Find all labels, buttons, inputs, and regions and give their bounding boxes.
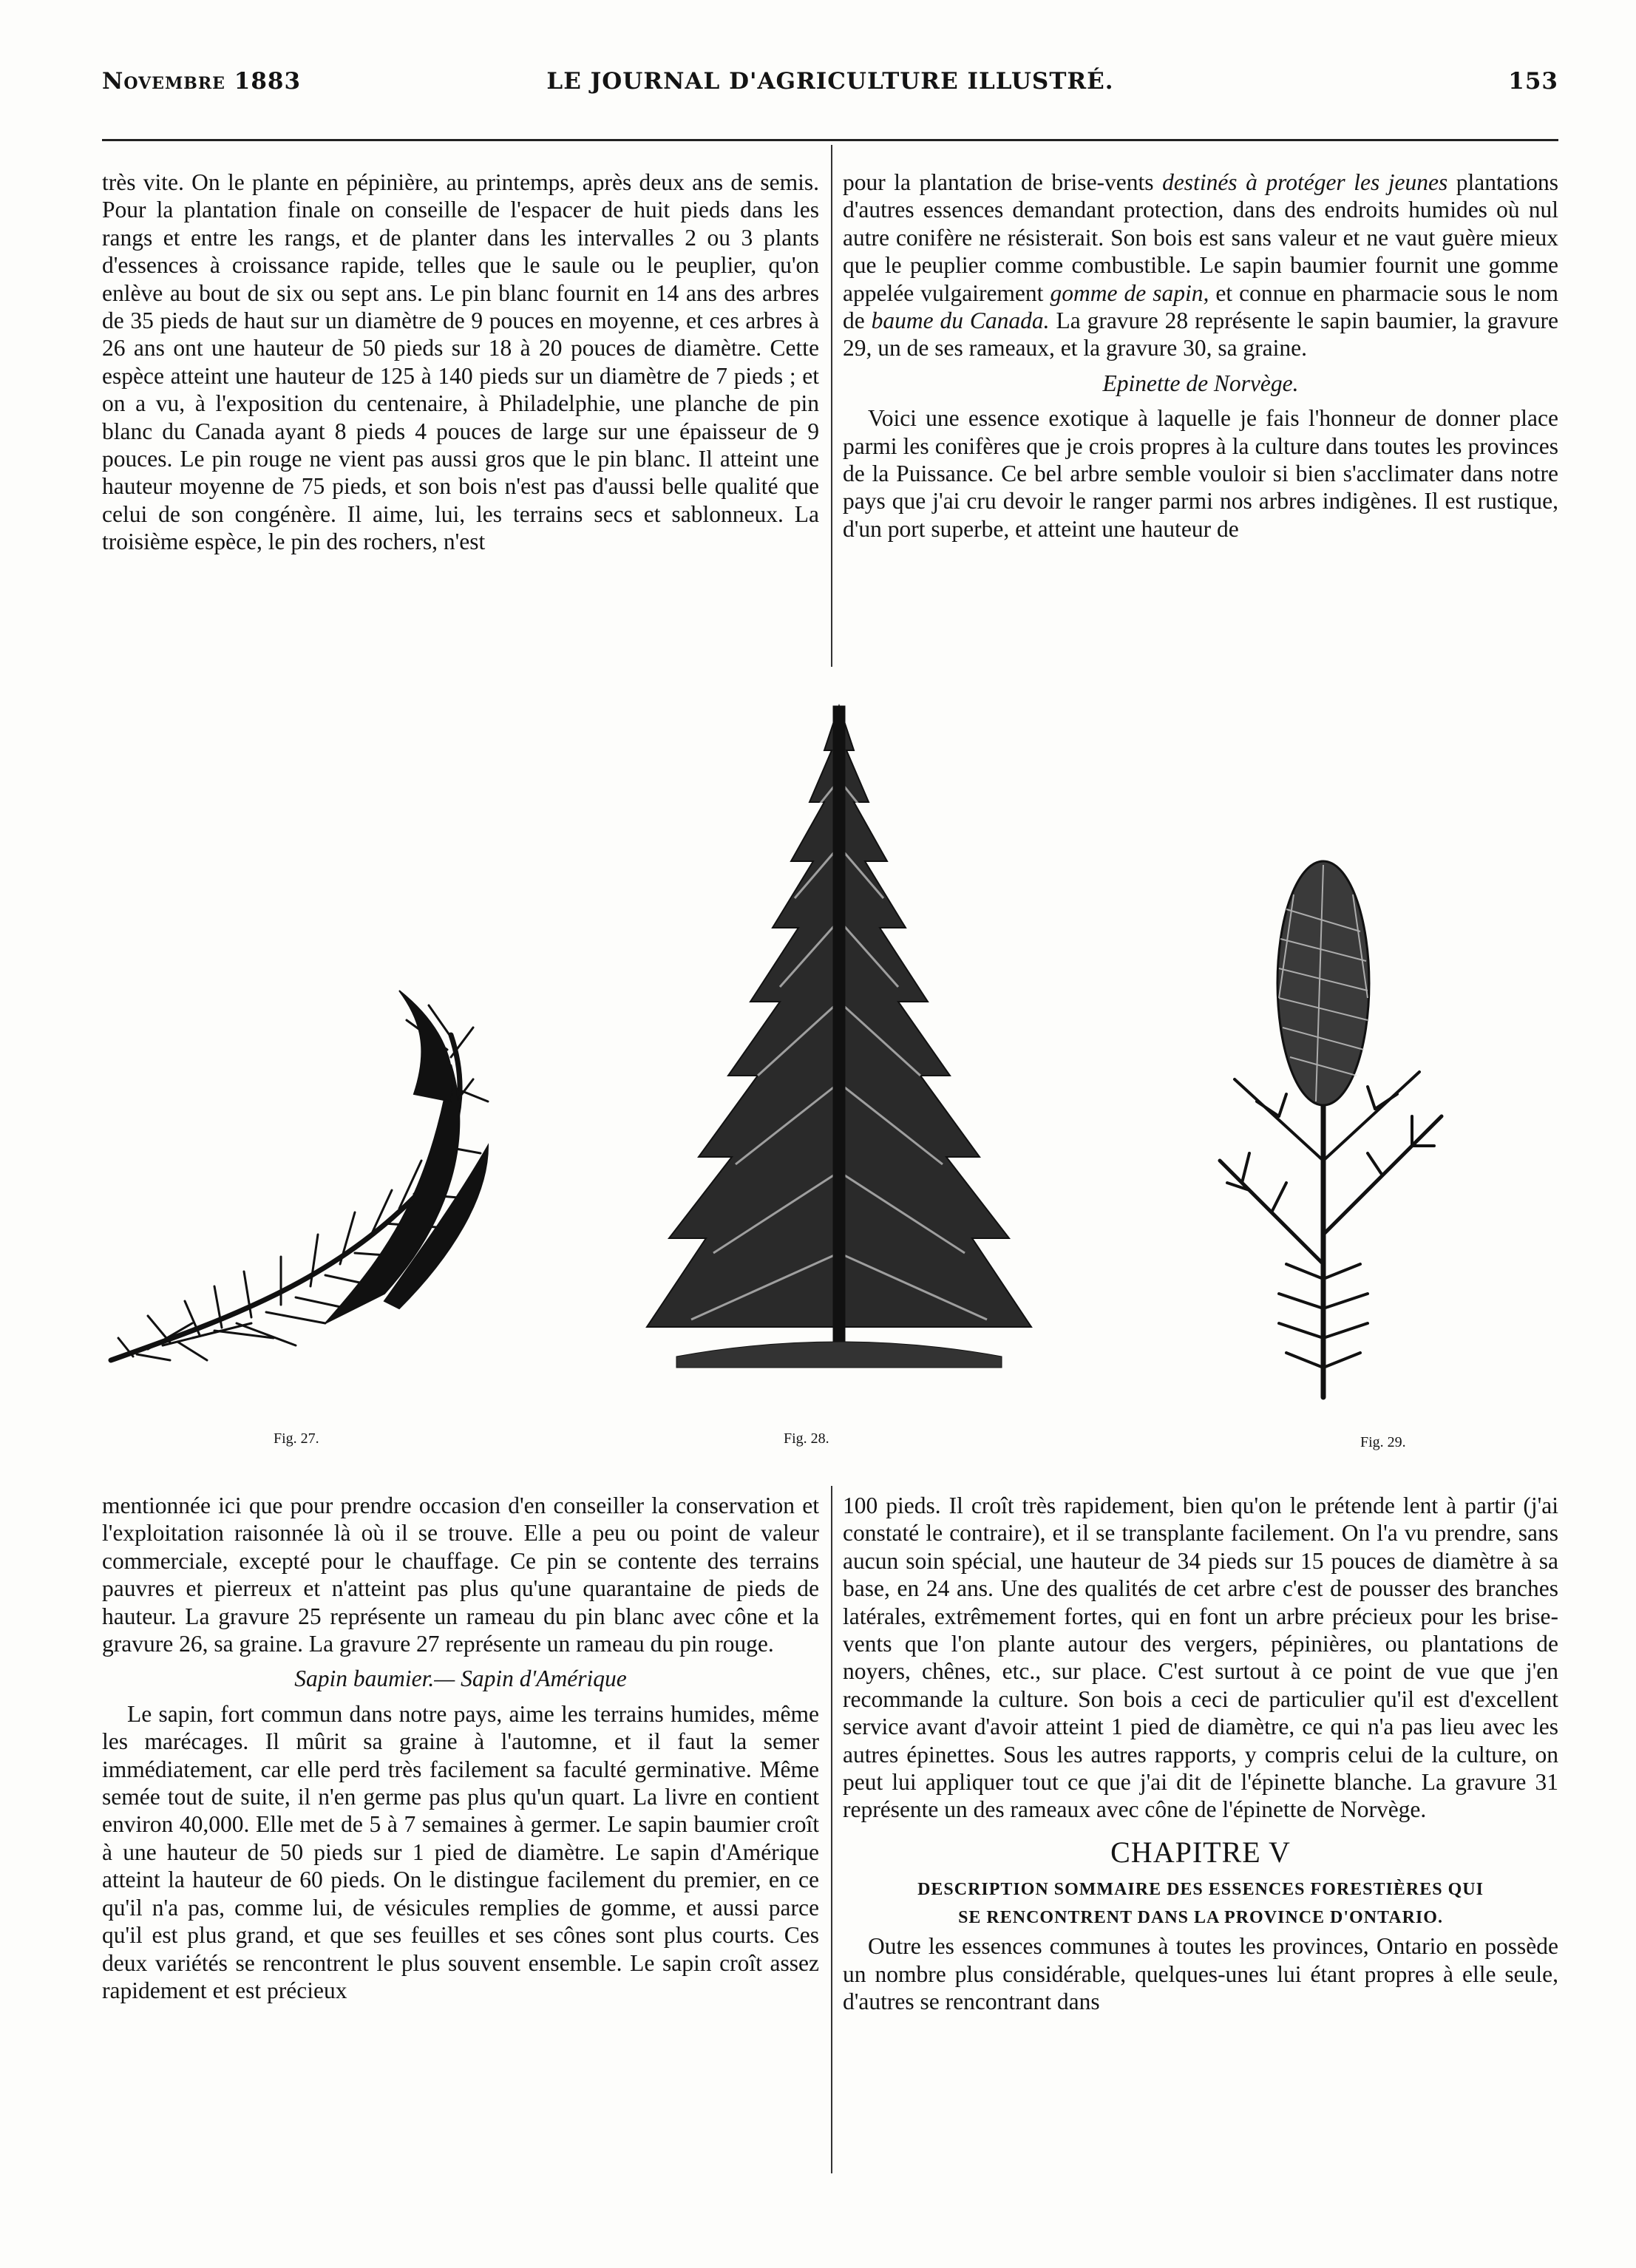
header-date: Novembre 1883 (102, 68, 302, 95)
column-divider-top (831, 145, 832, 667)
column-top-left (102, 169, 819, 556)
pine-branch-illustration (103, 976, 636, 1390)
chapter-subtitle-line-1: DESCRIPTION SOMMAIRE DES ESSENCES FORESTIÈRES QUI (917, 1880, 1484, 1900)
paragraph: Voici une essence exotique à laquelle je fais l'honneur de donner place parmi les conifères que je crois propres à la culture dans toutes les provinces de la Puissance. Ce bel arbre semble vouloir si bien s'acclimater dans notre pays que j'ai cru devoir le ranger parmi nos arbres indigènes. Il est rustique, d'un port superbe, et atteint une hauteur de (843, 405, 1558, 542)
cone-icon (1277, 861, 1369, 1105)
paragraph: Le sapin, fort commun dans notre pays, aime les terrains humides, même les marécages. Il mûrit sa graine à l'automne, et il faut la semer immédiatement, car elle perd très facilement sa faculté germinative. Même semée tout de suite, il n'en germe pas plus qu'un quart. La livre en contient environ 40,000. Elle met de 5 à 7 semaines à germer. Le sapin baumier croît à une hauteur de 50 pieds sur 1 pied de diamètre. Le sapin d'Amérique atteint la hauteur de 60 pieds. On le distingue facilement du premier, en ce qu'il n'a pas, comme lui, de vésicules remplies de gomme, et aussi parce qu'il est plus grand, et que ses feuilles et ses cônes sont plus courts. Ces deux variétés se rencontrent le plus souvent ensemble. Le sapin croît assez rapidement et est précieux (102, 1700, 819, 2003)
chapter-title: CHAPITRE V (1110, 1835, 1291, 1869)
paragraph: Outre les essences communes à toutes les provinces, Ontario en possède un nombre plus considérable, quelques-unes lui étant propres à elle seule, d'autres se rencontrant dans (843, 1933, 1558, 2015)
fir-branch-with-cone-illustration (1175, 850, 1486, 1412)
page-number: 153 (1508, 68, 1558, 95)
figure-caption: Fig. 29. (1360, 1434, 1406, 1450)
chapter-subtitle-line-2: SE RENCONTRENT DANS LA PROVINCE D'ONTARIO. (958, 1908, 1443, 1928)
paragraph: très vite. On le plante en pépinière, au printemps, après deux ans de semis. Pour la plantation finale on conseille de l'espacer de huit pieds dans les rangs et entre les rangs, et de planter dans les intervalles 2 ou 3 plants d'essences à croissance rapide, telles que le saule ou le peuplier, qu'on enlève au bout de six ou sept ans. Le pin blanc fournit en 14 ans des arbres de 35 pieds de haut sur un diamètre de 9 pouces en moyenne, et ces arbres à 26 ans ont une hauteur de 50 pieds sur 18 à 20 pouces de diamètre. Cette espèce atteint une hauteur de 125 à 140 pieds sur un diamètre de 7 pieds ; et on a vu, à l'exposition du centenaire, à Philadelphie, une planche de pin blanc du Canada ayant 8 pieds 4 pouces de large sur une épaisseur de 9 pouces. Le pin rouge ne vient pas aussi gros que le pin blanc. Il atteint une hauteur moyenne de 75 pieds, et son bois n'est pas d'aussi belle qualité que celui de son congénère. Il aime, lui, les terrains secs et sablonneux. La troisième espèce, le pin des rochers, n'est (102, 169, 819, 555)
column-divider-bottom (831, 1486, 832, 2173)
section-heading: Epinette de Norvège. (1102, 370, 1299, 396)
figure-caption: Fig. 27. (274, 1430, 319, 1447)
paragraph: mentionnée ici que pour prendre occasion d'en conseiller la conservation et l'exploitation raisonnée là où il se trouve. Elle a peu ou point de valeur commerciale, excepté pour le chauffage. Ce pin se contente des terrains pauvres et pierreux et n'atteint pas plus qu'une quarantaine de pieds de hauteur. La gravure 25 représente un rameau du pin blanc avec cône et la gravure 26, sa graine. La gravure 27 représente un rameau du pin rouge. (102, 1493, 819, 1657)
column-bottom-left (102, 1492, 819, 2004)
paragraph: 100 pieds. Il croît très rapidement, bien qu'on le prétende lent à partir (j'ai constaté le contraire), et il se transplante facilement. On l'a vu prendre, sans aucun soin spécial, une hauteur de 34 pieds sur 15 pouces de diamètre à sa base, en 24 ans. Une des qualités de cet arbre c'est de pousser des branches latérales, extrêmement fortes, qui en font un arbre précieux pour les brise-vents que l'on plante autour des vergers, pépinières, ou plantations de noyers, chênes, etc., sur place. C'est surtout à ce point de vue que j'en recommande la culture. Son bois a ceci de particulier qu'il est d'excellent service avant d'avoir atteint 1 pied de diamètre, ce qui n'a pas lieu avec les autres épinettes. Sous les autres rapports, y compris celui de la culture, on peut lui appliquer tout ce que j'ai dit de l'épinette blanche. La gravure 31 représente un des rameaux avec cône de l'épinette de Norvège. (843, 1493, 1558, 1823)
journal-title: LE JOURNAL D'AGRICULTURE ILLUSTRÉ. (546, 68, 1114, 95)
figure-caption: Fig. 28. (784, 1430, 829, 1447)
paragraph: pour la plantation de brise-vents destinés à protéger les jeunes plantations d'autres essences demandant protection, dans des endroits humides où nul autre conifère ne résisterait. Son bois est sans valeur et ne vaut guère mieux que le peuplier comme combustible. Le sapin baumier fournit une gomme appelée vulgairement gomme de sapin, et connue en pharmacie sous le nom de baume du Canada. La gravure 28 représente le sapin baumier, la gravure 29, un de ses rameaux, et la gravure 30, sa graine. (843, 169, 1558, 361)
header-rule (102, 139, 1558, 141)
section-heading: Sapin baumier.— Sapin d'Amérique (294, 1666, 627, 1692)
column-bottom-right (843, 1492, 1558, 2016)
column-top-right (843, 169, 1558, 543)
balsam-fir-tree-illustration (632, 691, 1046, 1423)
running-header (102, 68, 1558, 106)
